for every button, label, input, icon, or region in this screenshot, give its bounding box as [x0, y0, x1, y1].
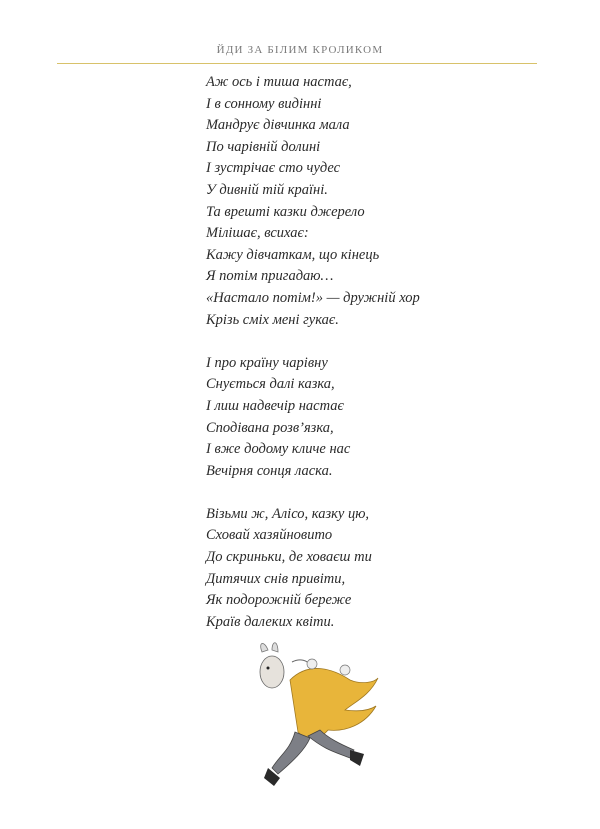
white-rabbit-illustration [250, 640, 380, 795]
poem-line: Та врешті казки джерело [206, 203, 365, 220]
stanza [206, 353, 420, 483]
poem-line: Як подорожній береже [206, 592, 352, 609]
poem-line: Я потім пригадаю… [206, 268, 334, 285]
poem-line: Снується далі казка, [206, 376, 335, 393]
poem-line: І про країну чарівну [206, 354, 328, 371]
poem-line: У дивній тій країні. [206, 181, 328, 198]
poem-line: До скриньки, де ховаєш ти [206, 549, 372, 566]
poem-line: Дитячих снів привіти, [206, 570, 346, 587]
running-header: ЙДИ ЗА БІЛИМ КРОЛИКОМ [216, 44, 384, 56]
poem-line: Аж ось і тиша настає, [206, 74, 352, 90]
poem-line: Кажу дівчаткам, що кінець [206, 246, 380, 263]
stanza [206, 504, 420, 634]
poem-line: Сподівана розв’язка, [206, 419, 334, 436]
poem-line: По чарівній долині [206, 138, 321, 155]
poem-line: І вже додому кличе нас [206, 441, 351, 458]
poem-line: Мандрує дівчинка мала [206, 117, 350, 134]
poem-line: Крізь сміх мені гукає. [206, 311, 339, 328]
poem-line: І в сонному видінні [206, 95, 322, 112]
poem-line: Вечірня сонця ласка. [206, 462, 333, 479]
poem-line: Візьми ж, Алісо, казку цю, [206, 505, 370, 522]
poem-line: «Настало потім!» — дружній хор [206, 289, 420, 306]
poem-line: Сховай хазяйновито [206, 527, 333, 544]
header-rule [57, 63, 537, 64]
stanza [206, 72, 420, 331]
poem-line: Країв далеких квіти. [206, 613, 335, 630]
poem-line: І зустрічає сто чудес [206, 160, 341, 177]
poem-line: Мілішає, всихає: [206, 225, 309, 242]
poem [206, 72, 420, 655]
poem-line: І лиш надвечір настає [206, 397, 344, 414]
